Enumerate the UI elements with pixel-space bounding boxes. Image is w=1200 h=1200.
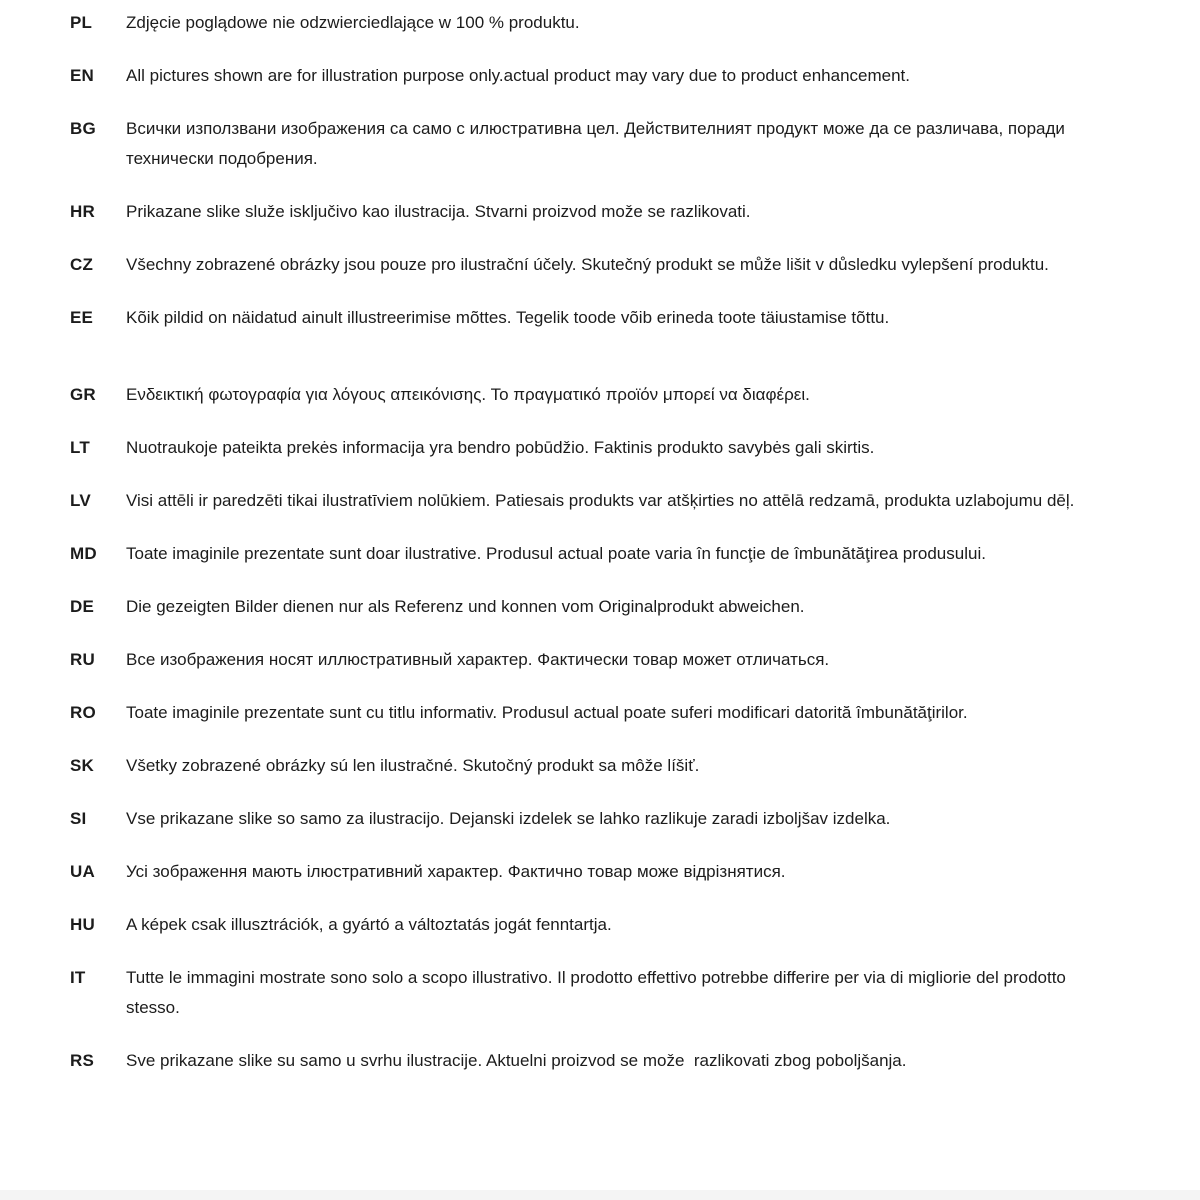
disclaimer-text: Nuotraukoje pateikta prekės informacija yra bendro pobūdžio. Faktinis produkto savybės gali skirtis. xyxy=(126,438,875,457)
language-code-label: PL xyxy=(70,13,93,32)
language-row xyxy=(70,698,1115,728)
disclaimer-text: Усі зображення мають ілюстративний характер. Фактично товар може відрізнятися. xyxy=(126,862,786,881)
disclaimer-text: Die gezeigten Bilder dienen nur als Referenz und konnen vom Originalprodukt abweichen. xyxy=(126,597,805,616)
disclaimer-text: Всички използвани изображения са само с илюстративна цел. Действителният продукт може да се различава, поради технически подобрения. xyxy=(126,119,1070,168)
disclaimer-text: Toate imaginile prezentate sunt cu titlu informativ. Produsul actual poate suferi modificari datorită îmbunătăţirilor. xyxy=(126,703,968,722)
language-code-label: GR xyxy=(70,385,96,404)
language-code-label: CZ xyxy=(70,255,94,274)
language-row xyxy=(70,910,1115,940)
language-code-label: LV xyxy=(70,491,91,510)
disclaimer-text: Vse prikazane slike so samo za ilustracijo. Dejanski izdelek se lahko razlikuje zaradi izboljšav izdelka. xyxy=(126,809,891,828)
disclaimer-text: Visi attēli ir paredzēti tikai ilustratīviem nolūkiem. Patiesais produkts var atšķirties no attēlā redzamā, produkta uzlabojumu dēļ. xyxy=(126,491,1075,510)
language-code-label: UA xyxy=(70,862,95,881)
language-row xyxy=(70,963,1115,1023)
language-code-label: RO xyxy=(70,703,96,722)
disclaimer-text: Všechny zobrazené obrázky jsou pouze pro ilustrační účely. Skutečný produkt se může lišit v důsledku vylepšení produktu. xyxy=(126,255,1049,274)
disclaimer-list xyxy=(70,8,1115,1076)
language-code-label: DE xyxy=(70,597,95,616)
language-code-label: SK xyxy=(70,756,95,775)
language-row xyxy=(70,8,1115,38)
language-row xyxy=(70,486,1115,516)
disclaimer-text: Toate imaginile prezentate sunt doar ilustrative. Produsul actual poate varia în funcţie de îmbunătăţirea produsului. xyxy=(126,544,986,563)
language-code-label: RS xyxy=(70,1051,95,1070)
disclaimer-text: A képek csak illusztrációk, a gyártó a változtatás jogát fenntartja. xyxy=(126,915,612,934)
language-row xyxy=(70,804,1115,834)
disclaimer-text: All pictures shown are for illustration purpose only.actual product may vary due to product enhancement. xyxy=(126,66,910,85)
language-row xyxy=(70,433,1115,463)
disclaimer-text: Kõik pildid on näidatud ainult illustreerimise mõttes. Tegelik toode võib erineda toote täiustamise tõttu. xyxy=(126,308,890,327)
disclaimer-text: Tutte le immagini mostrate sono solo a scopo illustrativo. Il prodotto effettivo potrebbe differire per via di migliorie del prodotto stesso. xyxy=(126,968,1071,1017)
language-row xyxy=(70,114,1115,174)
language-code-label: LT xyxy=(70,438,90,457)
language-code-label: EE xyxy=(70,308,94,327)
language-row xyxy=(70,380,1115,410)
language-row xyxy=(70,592,1115,622)
language-code-label: IT xyxy=(70,968,86,987)
language-row xyxy=(70,751,1115,781)
language-row xyxy=(70,645,1115,675)
language-row xyxy=(70,1046,1115,1076)
disclaimer-text: Všetky zobrazené obrázky sú len ilustračné. Skutočný produkt sa môže líšiť. xyxy=(126,756,700,775)
language-row xyxy=(70,857,1115,887)
language-row xyxy=(70,250,1115,280)
bottom-edge-strip xyxy=(0,1190,1200,1200)
language-row xyxy=(70,197,1115,227)
language-code-label: HR xyxy=(70,202,95,221)
disclaimer-text: Sve prikazane slike su samo u svrhu ilustracije. Aktuelni proizvod se može razlikovati zbog poboljšanja. xyxy=(126,1051,907,1070)
language-code-label: RU xyxy=(70,650,95,669)
language-code-label: BG xyxy=(70,119,96,138)
disclaimer-text: Prikazane slike služe isključivo kao ilustracija. Stvarni proizvod može se razlikovati. xyxy=(126,202,751,221)
disclaimer-text: Zdjęcie poglądowe nie odzwierciedlające w 100 % produktu. xyxy=(126,13,580,32)
language-code-label: MD xyxy=(70,544,97,563)
language-code-label: SI xyxy=(70,809,87,828)
language-row xyxy=(70,539,1115,569)
language-code-label: HU xyxy=(70,915,95,934)
language-row xyxy=(70,303,1115,333)
disclaimer-text: Все изображения носят иллюстративный характер. Фактически товар может отличаться. xyxy=(126,650,830,669)
language-code-label: EN xyxy=(70,66,95,85)
language-row xyxy=(70,61,1115,91)
disclaimer-text: Ενδεικτική φωτογραφία για λόγους απεικόνισης. Το πραγματικό προϊόν μπορεί να διαφέρει. xyxy=(126,385,810,404)
